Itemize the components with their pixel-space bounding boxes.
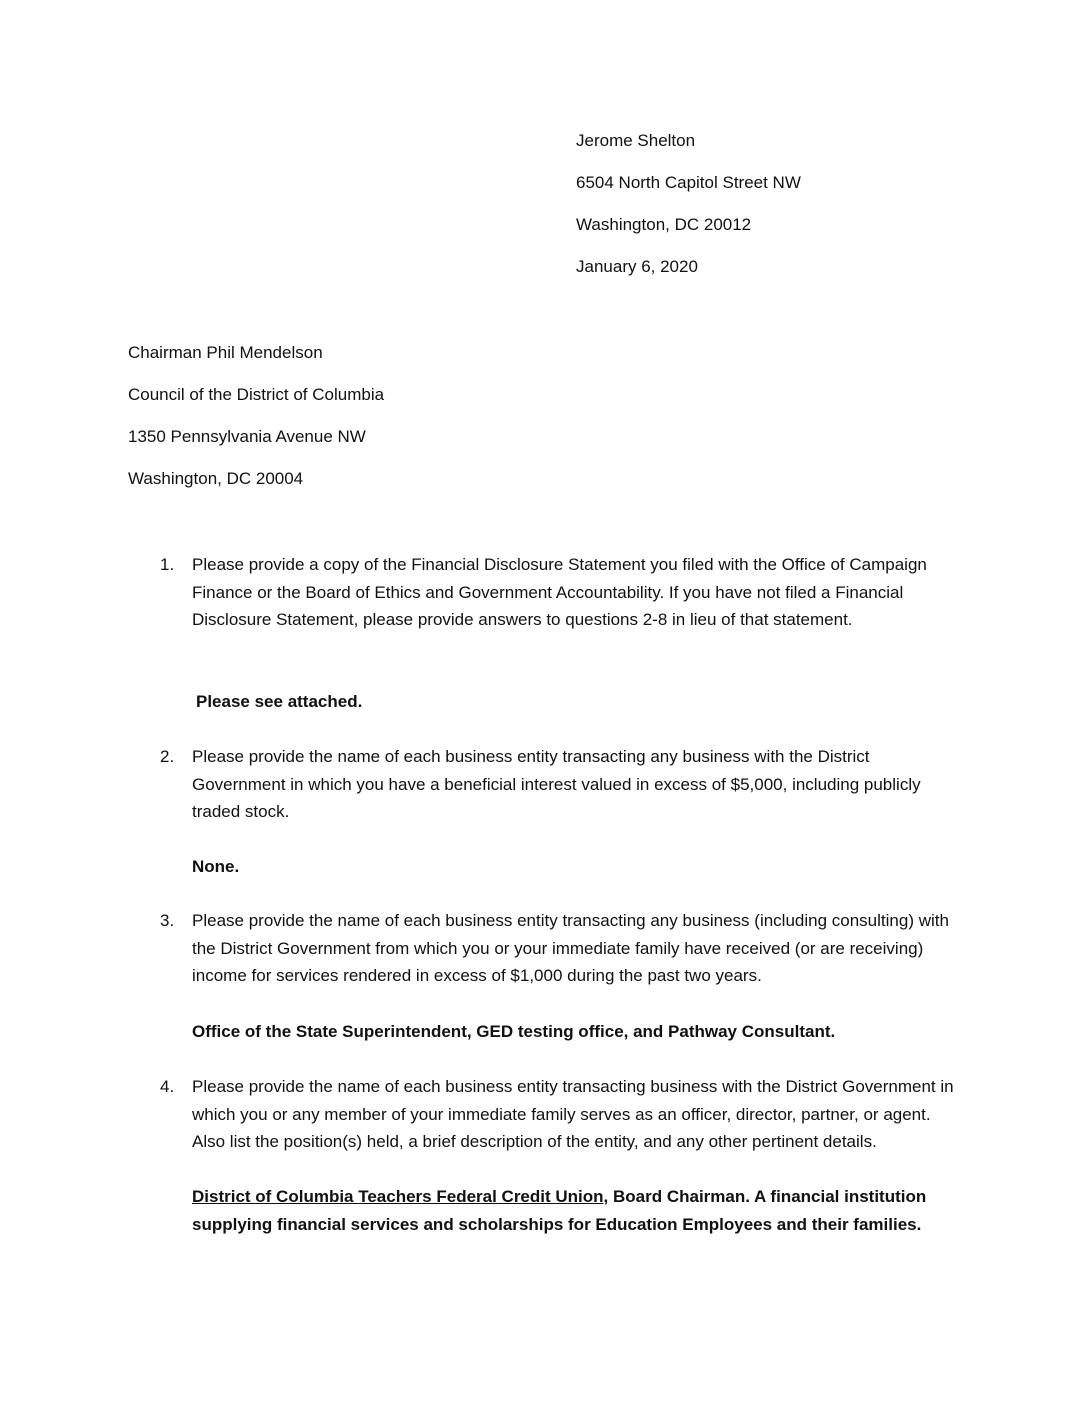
question-text: Please provide the name of each business entity transacting business with the District Government in which you or any member of your immediate family serves as an officer, director, partner, or agent. Also list the position(s) held, a brief description of the entity, and any other pertinent details. bbox=[192, 1077, 954, 1151]
entity-description: , Board Chairman. A financial institution supplying financial services and scholarships for Education Employees and their families. bbox=[192, 1187, 927, 1234]
question-text: Please provide a copy of the Financial Disclosure Statement you filed with the Office of Campaign Finance or the Board of Ethics and Government Accountability. If you have not filed a Financial Disclosure Statement, please provide answers to questions 2-8 in lieu of that statement. bbox=[192, 555, 927, 629]
question-item bbox=[160, 551, 960, 634]
question-number: 1. bbox=[160, 555, 175, 574]
entity-name: District of Columbia Teachers Federal Credit Union bbox=[192, 1187, 604, 1206]
question-item bbox=[160, 743, 960, 826]
answer-text bbox=[192, 1183, 962, 1238]
recipient-city: Washington, DC 20004 bbox=[128, 469, 304, 488]
recipient-street: 1350 Pennsylvania Avenue NW bbox=[128, 427, 366, 446]
answer-text: Office of the State Superintendent, GED testing office, and Pathway Consultant. bbox=[192, 1022, 836, 1041]
recipient-name: Chairman Phil Mendelson bbox=[128, 343, 323, 362]
question-number: 3. bbox=[160, 911, 175, 930]
question-text: Please provide the name of each business entity transacting any business (including consulting) with the District Government from which you or your immediate family have received (or are receiving) income for services rendered in excess of $1,000 during the past two years. bbox=[192, 911, 949, 985]
answer-text: None. bbox=[192, 857, 240, 876]
sender-name: Jerome Shelton bbox=[576, 131, 696, 150]
sender-city: Washington, DC 20012 bbox=[576, 215, 752, 234]
letter-date: January 6, 2020 bbox=[576, 257, 698, 276]
answer-text: Please see attached. bbox=[196, 692, 363, 711]
question-item bbox=[160, 1073, 960, 1156]
question-number: 2. bbox=[160, 747, 175, 766]
sender-street: 6504 North Capitol Street NW bbox=[576, 173, 801, 192]
question-item bbox=[160, 907, 960, 990]
question-number: 4. bbox=[160, 1077, 175, 1096]
recipient-org: Council of the District of Columbia bbox=[128, 385, 385, 404]
question-text: Please provide the name of each business entity transacting any business with the District Government in which you have a beneficial interest valued in excess of $5,000, including publicly traded stock. bbox=[192, 747, 921, 821]
